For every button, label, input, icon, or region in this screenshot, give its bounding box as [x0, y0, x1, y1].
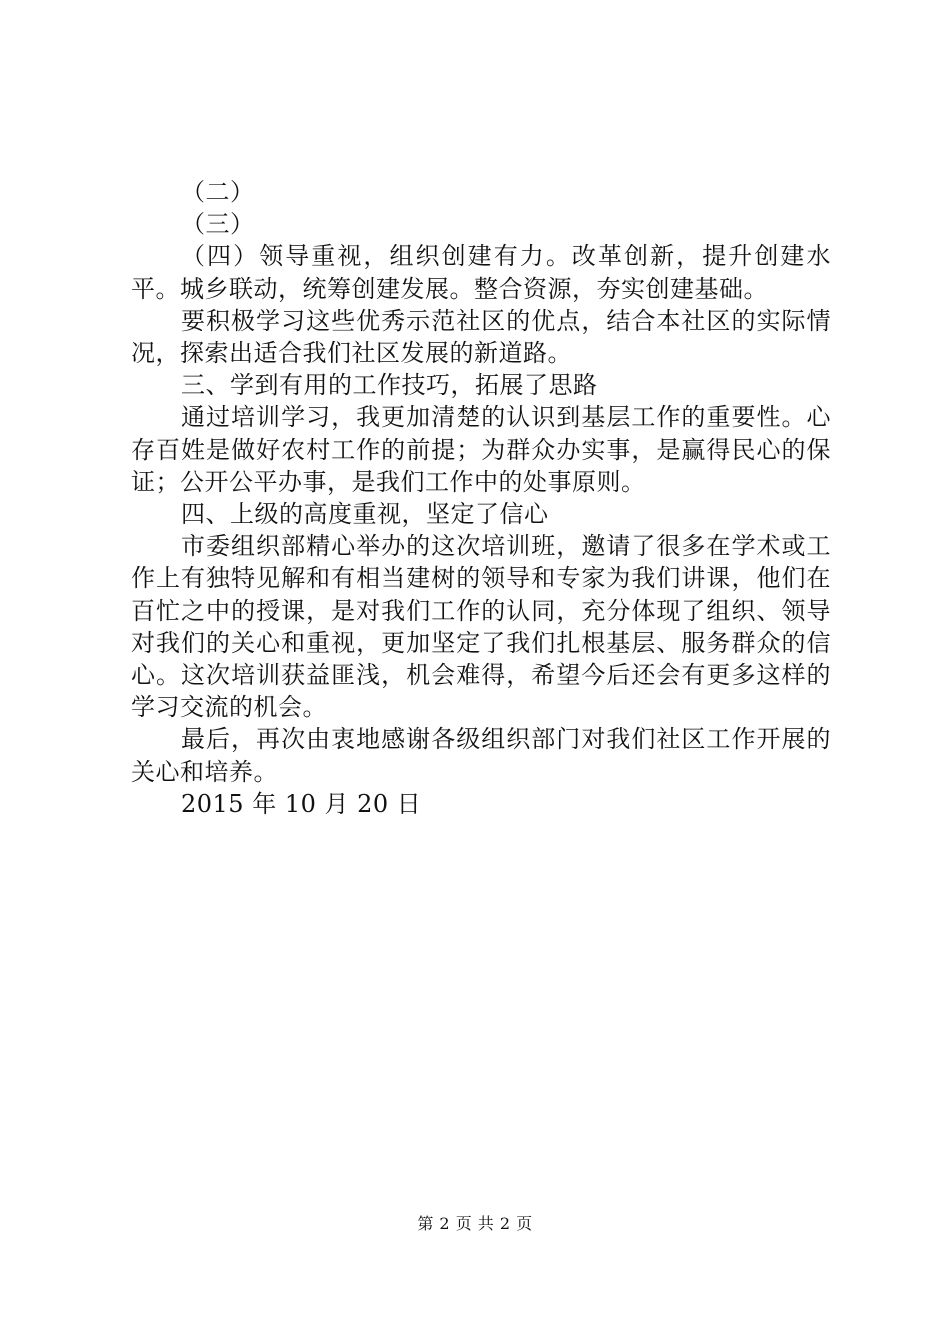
heading-confidence: 四、上级的高度重视，坚定了信心	[181, 500, 549, 529]
document-body	[131, 176, 831, 820]
document-date: 2015 年 10 月 20 日	[181, 789, 422, 818]
paragraph-training-insights: 通过培训学习，我更加清楚的认识到基层工作的重要性。心存百姓是做好农村工作的前提；为群众办实事，是赢得民心的保证；公开公平办事，是我们工作中的处事原则。	[131, 403, 831, 496]
paragraph-learn-from-models: 要积极学习这些优秀示范社区的优点，结合本社区的实际情况，探索出适合我们社区发展的新道路。	[131, 306, 831, 368]
heading-work-skills: 三、学到有用的工作技巧，拓展了思路	[181, 371, 598, 400]
paragraph-section-3: （三）	[181, 210, 255, 239]
paragraph-section-4: （四）领导重视，组织创建有力。改革创新，提升创建水平。城乡联动，统筹创建发展。整合资源，夯实创建基础。	[131, 242, 831, 303]
paragraph-training-class: 市委组织部精心举办的这次培训班，邀请了很多在学术或工作上有独特见解和有相当建树的领导和专家为我们讲课，他们在百忙之中的授课，是对我们工作的认同，充分体现了组织、领导对我们的关心和重视，更加坚定了我们扎根基层、服务群众的信心。这次培训获益匪浅，机会难得，希望今后还会有更多这样的学习交流的机会。	[131, 532, 831, 722]
page-number-footer: 第 2 页 共 2 页	[417, 1214, 533, 1233]
paragraph-section-2: （二）	[181, 178, 255, 206]
paragraph-closing-thanks: 最后，再次由衷地感谢各级组织部门对我们社区工作开展的关心和培养。	[131, 725, 831, 786]
